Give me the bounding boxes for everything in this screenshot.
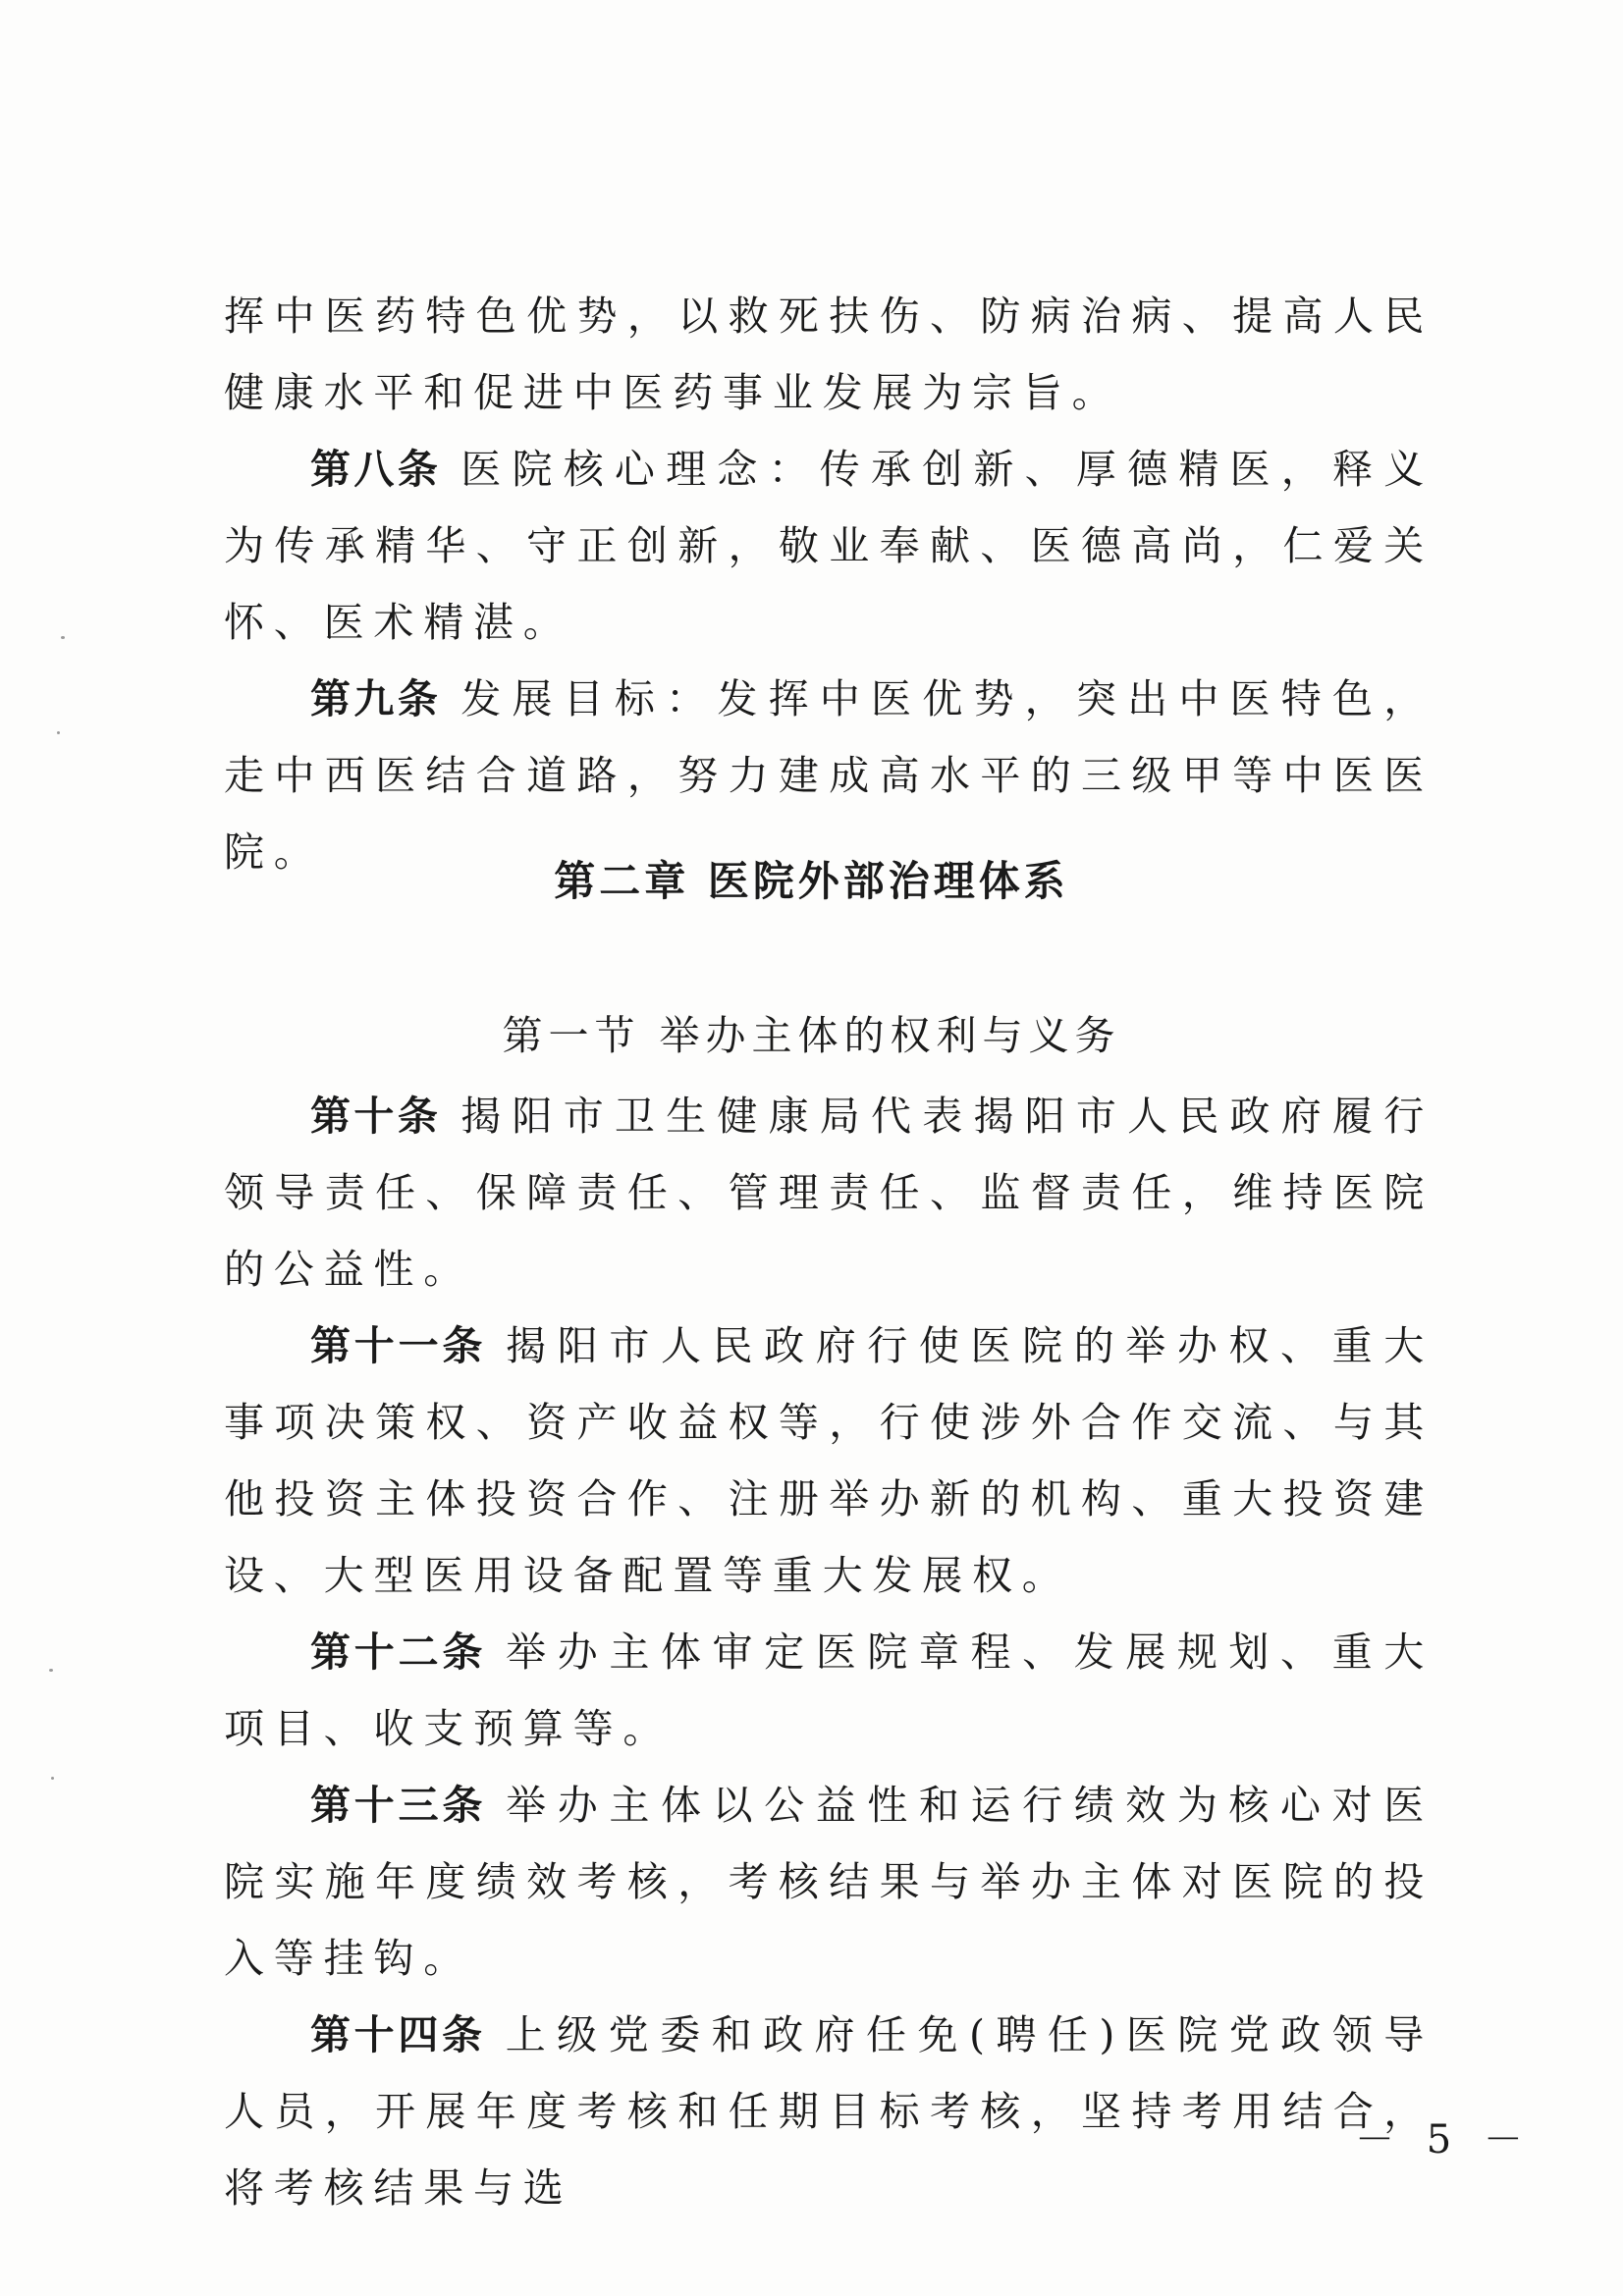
text-block-lower	[224, 1078, 1434, 2226]
article-text: 揭阳市卫生健康局代表揭阳市人民政府履行领导责任、保障责任、管理责任、监督责任，维持医院的公益性。	[224, 1093, 1434, 1293]
article-number: 第十三条	[310, 1782, 487, 1829]
article-number: 第八条	[310, 446, 442, 493]
article-8	[224, 431, 1434, 661]
section-title: 第一节 举办主体的权利与义务	[502, 1012, 1121, 1059]
article-14	[224, 1997, 1434, 2226]
page-number: － 5 －	[1355, 2117, 1533, 2163]
article-number: 第十条	[310, 1093, 442, 1140]
article-text: 举办主体审定医院章程、发展规划、重大项目、收支预算等。	[224, 1629, 1434, 1752]
text-block-upper	[224, 278, 1434, 890]
article-11	[224, 1308, 1434, 1614]
scan-speck	[61, 636, 65, 639]
paragraph-text: 挥中医药特色优势，以救死扶伤、防病治病、提高人民健康水平和促进中医药事业发展为宗旨。	[224, 293, 1434, 416]
article-text: 举办主体以公益性和运行绩效为核心对医院实施年度绩效考核，考核结果与举办主体对医院的投入等挂钩。	[224, 1782, 1434, 1982]
article-text: 发展目标：发挥中医优势，突出中医特色，走中西医结合道路，努力建成高水平的三级甲等中医医院。	[224, 675, 1434, 876]
paragraph-continuation	[224, 278, 1434, 431]
article-13	[224, 1767, 1434, 1997]
article-12	[224, 1614, 1434, 1767]
article-text: 上级党委和政府任免(聘任)医院党政领导人员，开展年度考核和任期目标考核，坚持考用结合，将考核结果与选	[224, 2011, 1434, 2212]
article-number: 第十二条	[310, 1629, 487, 1676]
article-number: 第十四条	[310, 2011, 486, 2058]
chapter-title: 第二章 医院外部治理体系	[554, 857, 1069, 905]
article-number: 第十一条	[310, 1322, 487, 1369]
article-text: 揭阳市人民政府行使医院的举办权、重大事项决策权、资产收益权等，行使涉外合作交流、与其他投资主体投资合作、注册举办新的机构、重大投资建设、大型医用设备配置等重大发展权。	[224, 1322, 1434, 1599]
scan-speck	[57, 731, 60, 734]
article-10	[224, 1078, 1434, 1308]
scan-speck	[49, 1669, 53, 1672]
scan-speck	[51, 1777, 54, 1780]
article-number: 第九条	[310, 675, 442, 722]
article-text: 医院核心理念：传承创新、厚德精医，释义为传承精华、守正创新，敬业奉献、医德高尚，仁爱关怀、医术精湛。	[224, 446, 1434, 646]
